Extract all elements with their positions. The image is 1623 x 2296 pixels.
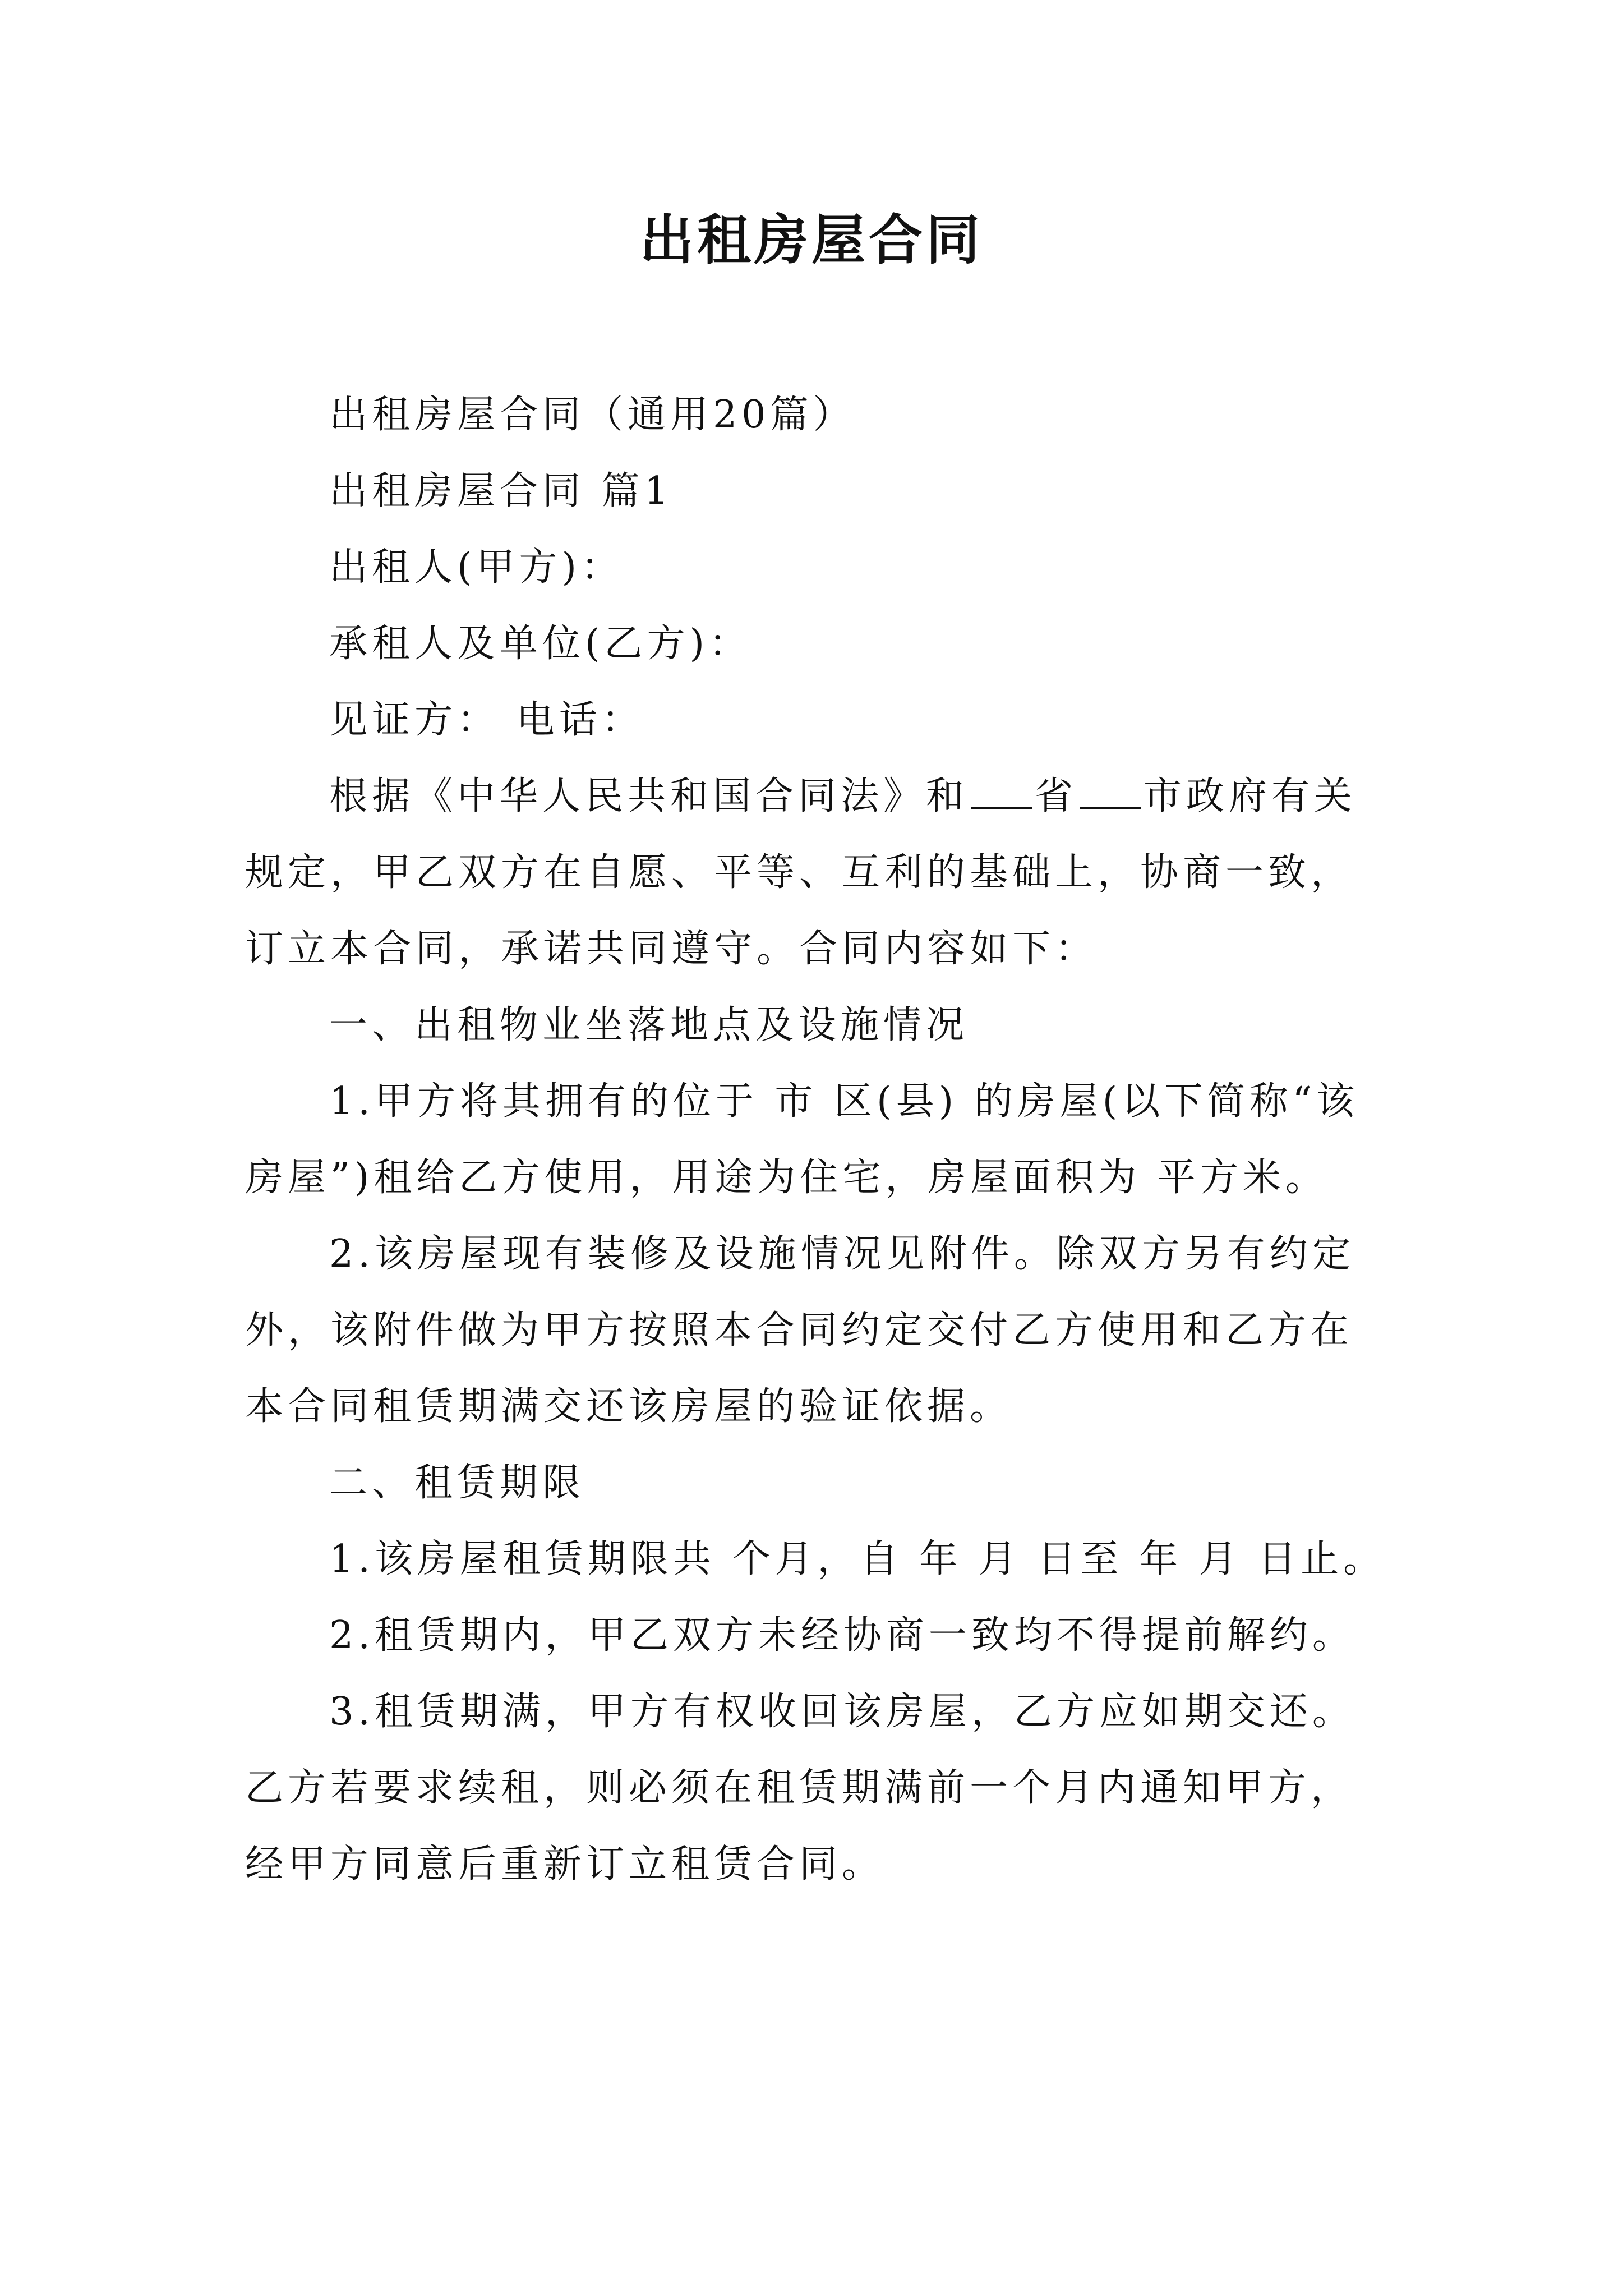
paragraph-article-2-clause-3: 3.租赁期满，甲方有权收回该房屋，乙方应如期交还。乙方若要求续租，则必须在租赁期满前一个月内通知甲方，经甲方同意后重新订立租赁合同。 — [245, 1690, 1355, 1887]
document-body — [245, 377, 1389, 1903]
province-blank — [971, 774, 1032, 809]
paragraph-article-1-heading: 一、出租物业坐落地点及设施情况 — [329, 1003, 969, 1047]
paragraph-witness: 见证方： 电话： — [329, 698, 644, 742]
paragraph-lessor: 出租人(甲方)： — [329, 545, 624, 590]
paragraph-lessee: 承租人及单位(乙方)： — [329, 622, 752, 666]
paragraph-article-1-clause-2: 2.该房屋现有装修及设施情况见附件。除双方另有约定外，该附件做为甲方按照本合同约定交付乙方使用和乙方在本合同租赁期满交还该房屋的验证依据。 — [245, 1232, 1355, 1429]
paragraph-heading-collection: 出租房屋合同（通用20篇） — [329, 393, 856, 437]
preamble-text-3: 市政府有关规定，甲乙双方在自愿、平等、互利的基础上，协商一致，订立本合同，承诺共同遵守。合同内容如下： — [245, 774, 1357, 971]
paragraph-article-2-clause-2: 2.租赁期内，甲乙双方未经协商一致均不得提前解约。 — [329, 1613, 1355, 1658]
paragraph-preamble — [245, 758, 1389, 987]
paragraph-article-2-heading: 二、租赁期限 — [329, 1461, 585, 1505]
paragraph-section-title: 出租房屋合同 篇1 — [329, 469, 673, 513]
preamble-text-1: 根据《中华人民共和国合同法》和 — [329, 774, 969, 818]
paragraph-article-1-clause-1: 1.甲方将其拥有的位于 市 区(县) 的房屋(以下简称“该房屋”)租给乙方使用，用途为住宅，房屋面积为 平方米。 — [245, 1079, 1359, 1200]
preamble-text-2: 省 — [1035, 774, 1078, 818]
paragraph-article-2-clause-1: 1.该房屋租赁期限共 个月，自 年 月 日至 年 月 日止。 — [329, 1537, 1386, 1581]
city-blank — [1080, 774, 1141, 809]
document-title: 出租房屋合同 — [640, 208, 983, 272]
